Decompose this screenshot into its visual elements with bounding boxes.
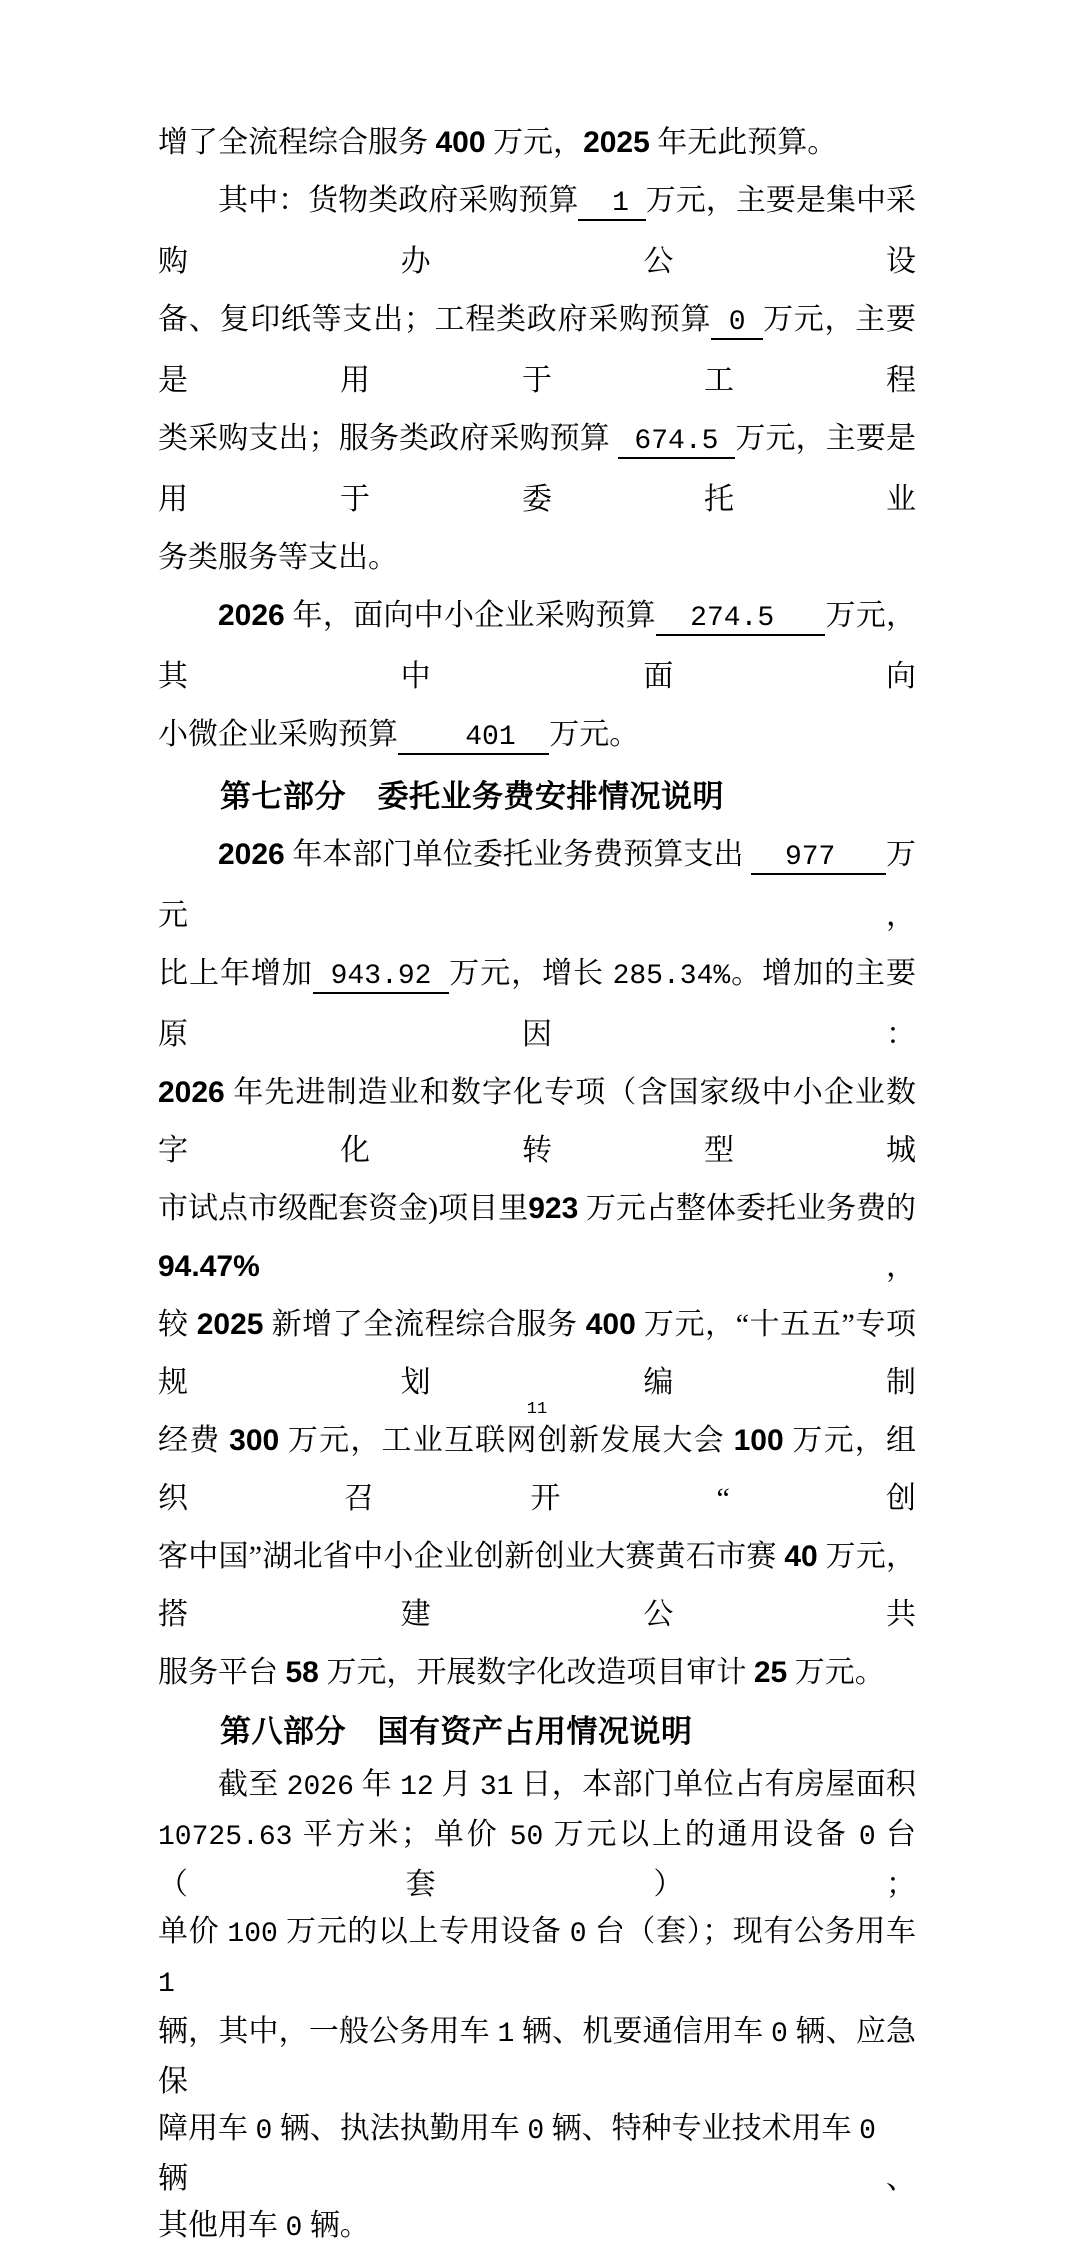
text-run: 100 — [227, 1919, 278, 1950]
text-run: 台（套）； — [158, 1818, 917, 1901]
text-run: 0 — [285, 2213, 303, 2244]
text-run: 台（套）；现有公务用车 — [586, 1915, 917, 1948]
text-run: 万元，主要是集中采购办公设 — [158, 184, 917, 278]
text-run: 年，面向中小企业采购预算 — [284, 599, 656, 632]
text-line — [158, 2008, 916, 2105]
text-line — [158, 1180, 916, 1296]
text-line — [158, 291, 916, 410]
text-run: 10725.63 — [158, 1822, 293, 1853]
underlined-value: 1 — [578, 188, 646, 219]
text-run: 400 — [435, 126, 486, 159]
text-run: 其中：货物类政府采购预算 — [218, 184, 579, 217]
text-run: 其他用车 — [158, 2209, 286, 2242]
text-run: 万元，组织召开“创 — [158, 1424, 917, 1515]
text-line — [158, 1528, 916, 1644]
underlined-value: 401 — [398, 722, 550, 753]
text-run: 万元。 — [787, 1656, 885, 1689]
text-line — [158, 410, 916, 529]
text-run: 万元。 — [549, 718, 640, 751]
text-run: 服务平台 — [158, 1656, 286, 1689]
text-run: 2026 — [218, 599, 285, 632]
text-line — [158, 1811, 916, 1908]
text-run: 0 — [859, 2116, 876, 2147]
document-body — [158, 114, 966, 2252]
text-run: 2025 — [583, 126, 650, 159]
text-run: 2025 — [196, 1308, 264, 1341]
text-line — [158, 1412, 916, 1528]
text-run: 增了全流程综合服务 — [158, 126, 436, 159]
text-run: 辆、特种专业技术用车 — [544, 2112, 860, 2145]
text-run: 923 — [528, 1192, 579, 1225]
underlined-value: 674.5 — [617, 426, 736, 457]
text-run: ， — [259, 1250, 916, 1283]
text-run: 万元，其中面向 — [158, 599, 917, 693]
text-run: 辆、 — [158, 2112, 966, 2195]
text-run: 285.34% — [612, 961, 731, 992]
text-run: 年先进制造业和数字化专项（含国家级中小企业数字化转型城 — [158, 1076, 916, 1167]
text-line — [158, 826, 916, 945]
text-run: 障用车 — [158, 2112, 256, 2145]
text-line — [158, 2105, 966, 2202]
text-run: 1 — [497, 2019, 515, 2050]
text-run: 2026 — [286, 1772, 354, 1803]
text-run: 50 — [509, 1822, 544, 1853]
text-run: 94.47% — [158, 1250, 260, 1283]
text-line — [158, 587, 916, 706]
underlined-value: 0 — [711, 307, 764, 338]
text-run: 市试点市级配套资金)项目里 — [158, 1192, 529, 1225]
text-line — [158, 2202, 916, 2252]
text-run: 25 — [753, 1656, 788, 1689]
section-heading: 第八部分 国有资产占用情况说明 — [220, 1714, 693, 1749]
text-run: 辆、应急保 — [158, 2015, 917, 2098]
underlined-value: 943.92 — [312, 961, 450, 992]
text-run: 万元占整体委托业务费的 — [578, 1192, 916, 1225]
text-run: 较 — [158, 1308, 197, 1341]
text-line — [158, 945, 916, 1064]
text-run: 经费 — [158, 1424, 230, 1457]
text-run: 辆。 — [302, 2209, 370, 2242]
text-run: 万元，主要是用于委托业 — [158, 422, 916, 516]
text-run: 小微企业采购预算 — [158, 718, 398, 751]
text-run: 万元，增长 — [449, 957, 613, 990]
text-run: 0 — [255, 2116, 273, 2147]
text-run: 万元，工业互联网创新发展大会 — [279, 1424, 734, 1457]
text-run: 备、复印纸等支出；工程类政府采购预算 — [158, 303, 712, 336]
text-line — [158, 1064, 916, 1180]
text-run: 日，本部门单位占有房屋面积 — [513, 1768, 917, 1801]
text-run: 客中国”湖北省中小企业创新创业大赛黄石市赛 — [158, 1540, 785, 1573]
text-run: 万元，开展数字化改造项目审计 — [318, 1656, 754, 1689]
text-run: 0 — [527, 2116, 545, 2147]
page-number: 11 — [526, 1400, 548, 1419]
text-line — [158, 1761, 916, 1811]
text-run: 。增加的主要原因： — [158, 957, 917, 1051]
text-run: 300 — [229, 1424, 280, 1457]
text-run: 年无此预算。 — [649, 126, 838, 159]
section-heading: 第七部分 委托业务费安排情况说明 — [220, 779, 724, 814]
text-run: 万元，搭建公共 — [158, 1540, 916, 1631]
text-run: 0 — [569, 1919, 587, 1950]
text-run: 2026 — [218, 838, 285, 871]
text-run: 万元， — [158, 838, 917, 932]
text-run: 400 — [585, 1308, 636, 1341]
text-run: 万元以上的通用设备 — [543, 1818, 859, 1851]
text-line — [158, 172, 916, 291]
text-run: 平方米；单价 — [292, 1818, 510, 1851]
text-line — [158, 1644, 916, 1702]
underlined-value: 977 — [751, 842, 887, 873]
text-line — [158, 1908, 916, 2008]
text-run: 年本部门单位委托业务费预算支出 — [284, 838, 752, 871]
text-run: 1 — [158, 1969, 175, 2000]
text-run: 12 — [400, 1772, 434, 1803]
text-run: 万元，“十五五”专项规划编制 — [158, 1308, 917, 1399]
text-run: 截至 — [218, 1768, 287, 1801]
text-run: 辆，其中，一般公务用车 — [158, 2015, 498, 2048]
text-run: 月 — [433, 1768, 480, 1801]
text-run: 类采购支出；服务类政府采购预算 — [158, 422, 618, 455]
text-run: 万元， — [485, 126, 584, 159]
text-run: 40 — [784, 1540, 818, 1573]
text-run: 58 — [285, 1656, 319, 1689]
text-run: 新增了全流程综合服务 — [263, 1308, 586, 1341]
text-run: 单价 — [158, 1915, 228, 1948]
text-run: 万元的以上专用设备 — [277, 1915, 570, 1948]
text-run: 务类服务等支出。 — [158, 541, 398, 574]
text-run: 31 — [479, 1772, 514, 1803]
text-run: 100 — [733, 1424, 784, 1457]
text-run: 万元，主要是用于工程 — [158, 303, 916, 397]
text-run: 年 — [353, 1768, 401, 1801]
text-line — [158, 529, 916, 587]
text-run: 比上年增加 — [158, 957, 313, 990]
text-run: 辆、执法执勤用车 — [272, 2112, 528, 2145]
text-run: 辆、机要通信用车 — [514, 2015, 772, 2048]
underlined-value: 274.5 — [655, 603, 826, 634]
text-run: 0 — [771, 2019, 788, 2050]
text-line — [158, 706, 916, 767]
text-run: 0 — [858, 1822, 876, 1853]
text-line — [158, 1296, 916, 1412]
text-run: 2026 — [158, 1076, 225, 1109]
text-line — [158, 114, 916, 172]
